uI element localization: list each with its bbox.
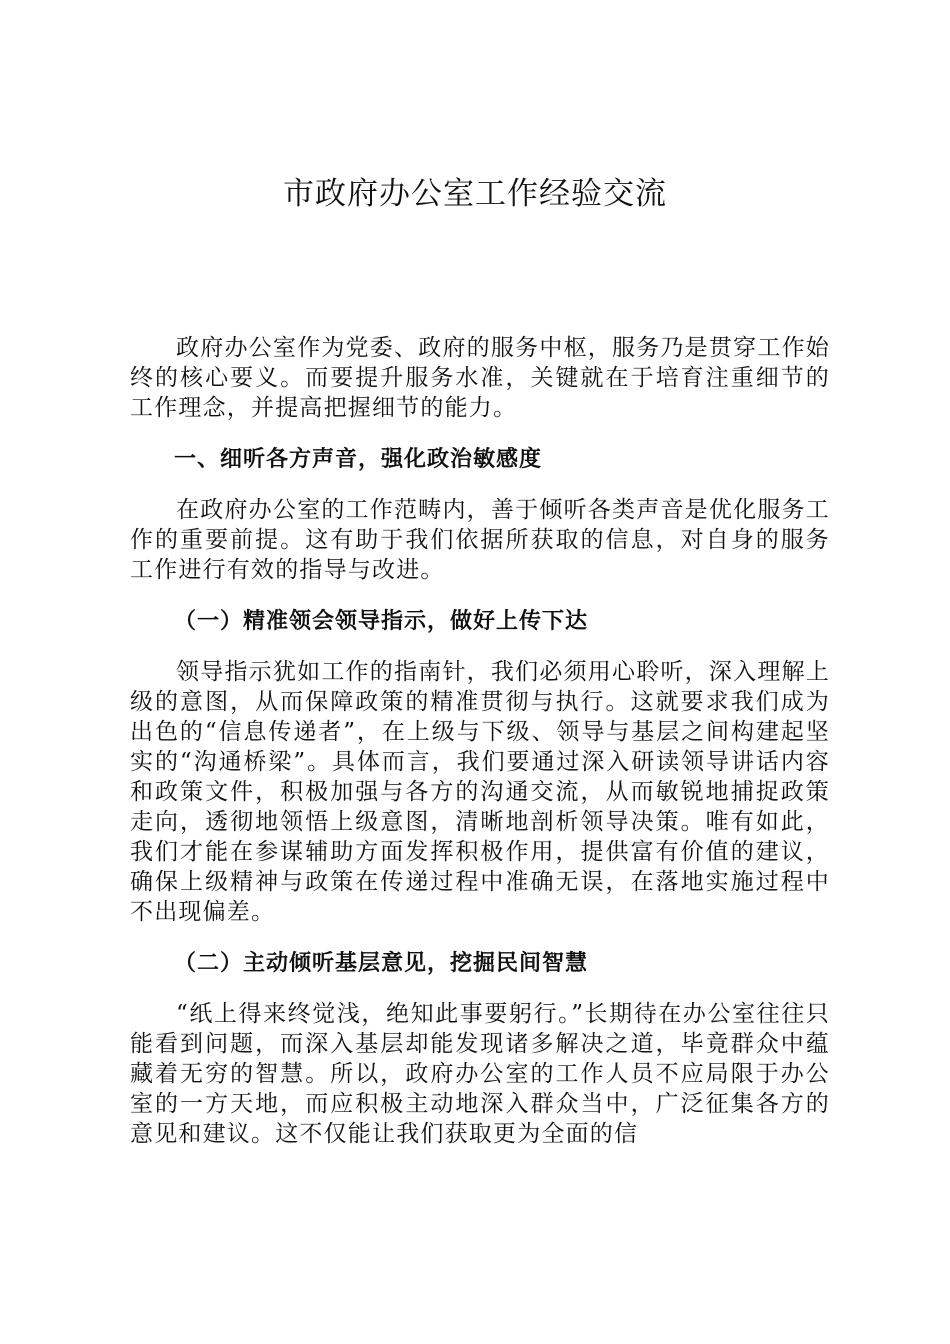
subsection-heading-2: （二）主动倾听基层意见，挖掘民间智慧 [174, 951, 589, 976]
intro-paragraph: 政府办公室作为党委、政府的服务中枢，服务乃是贯穿工作始终的核心要义。而要提升服务水准，关键就在于培育注重细节的工作理念，并提高把握细节的能力。 [130, 335, 830, 421]
section-1-paragraph: 在政府办公室的工作范畴内，善于倾听各类声音是优化服务工作的重要前提。这有助于我们依据所获取的信息，对自身的服务工作进行有效的指导与改进。 [130, 497, 830, 583]
section-heading-1: 一、细听各方声音，强化政治敏感度 [174, 447, 543, 472]
document-title: 市政府办公室工作经验交流 [283, 176, 667, 212]
subsection-heading-1: （一）精准领会领导指示，做好上传下达 [174, 609, 589, 634]
subsection-1-paragraph: 领导指示犹如工作的指南针，我们必须用心聆听，深入理解上级的意图，从而保障政策的精准贯彻与执行。这就要求我们成为出色的“信息传递者”，在上级与下级、领导与基层之间构建起坚实的“沟通桥梁”。具体而言，我们要通过深入研读领导讲话内容和政策文件，积极加强与各方的沟通交流，从而敏锐地捕捉政策走向，透彻地领悟上级意图，清晰地剖析领导决策。唯有如此，我们才能在参谋辅助方面发挥积极作用，提供富有价值的建议，确保上级精神与政策在传递过程中准确无误，在落地实施过程中不出现偏差。 [130, 659, 830, 925]
document-body [130, 333, 830, 1149]
subsection-2-paragraph: “纸上得来终觉浅，绝知此事要躬行。”长期待在办公室往往只能看到问题，而深入基层却能发现诸多解决之道，毕竟群众中蕴藏着无穷的智慧。所以，政府办公室的工作人员不应局限于办公室的一方天地，而应积极主动地深入群众当中，广泛征集各方的意见和建议。这不仅能让我们获取更为全面的信 [130, 1001, 830, 1147]
